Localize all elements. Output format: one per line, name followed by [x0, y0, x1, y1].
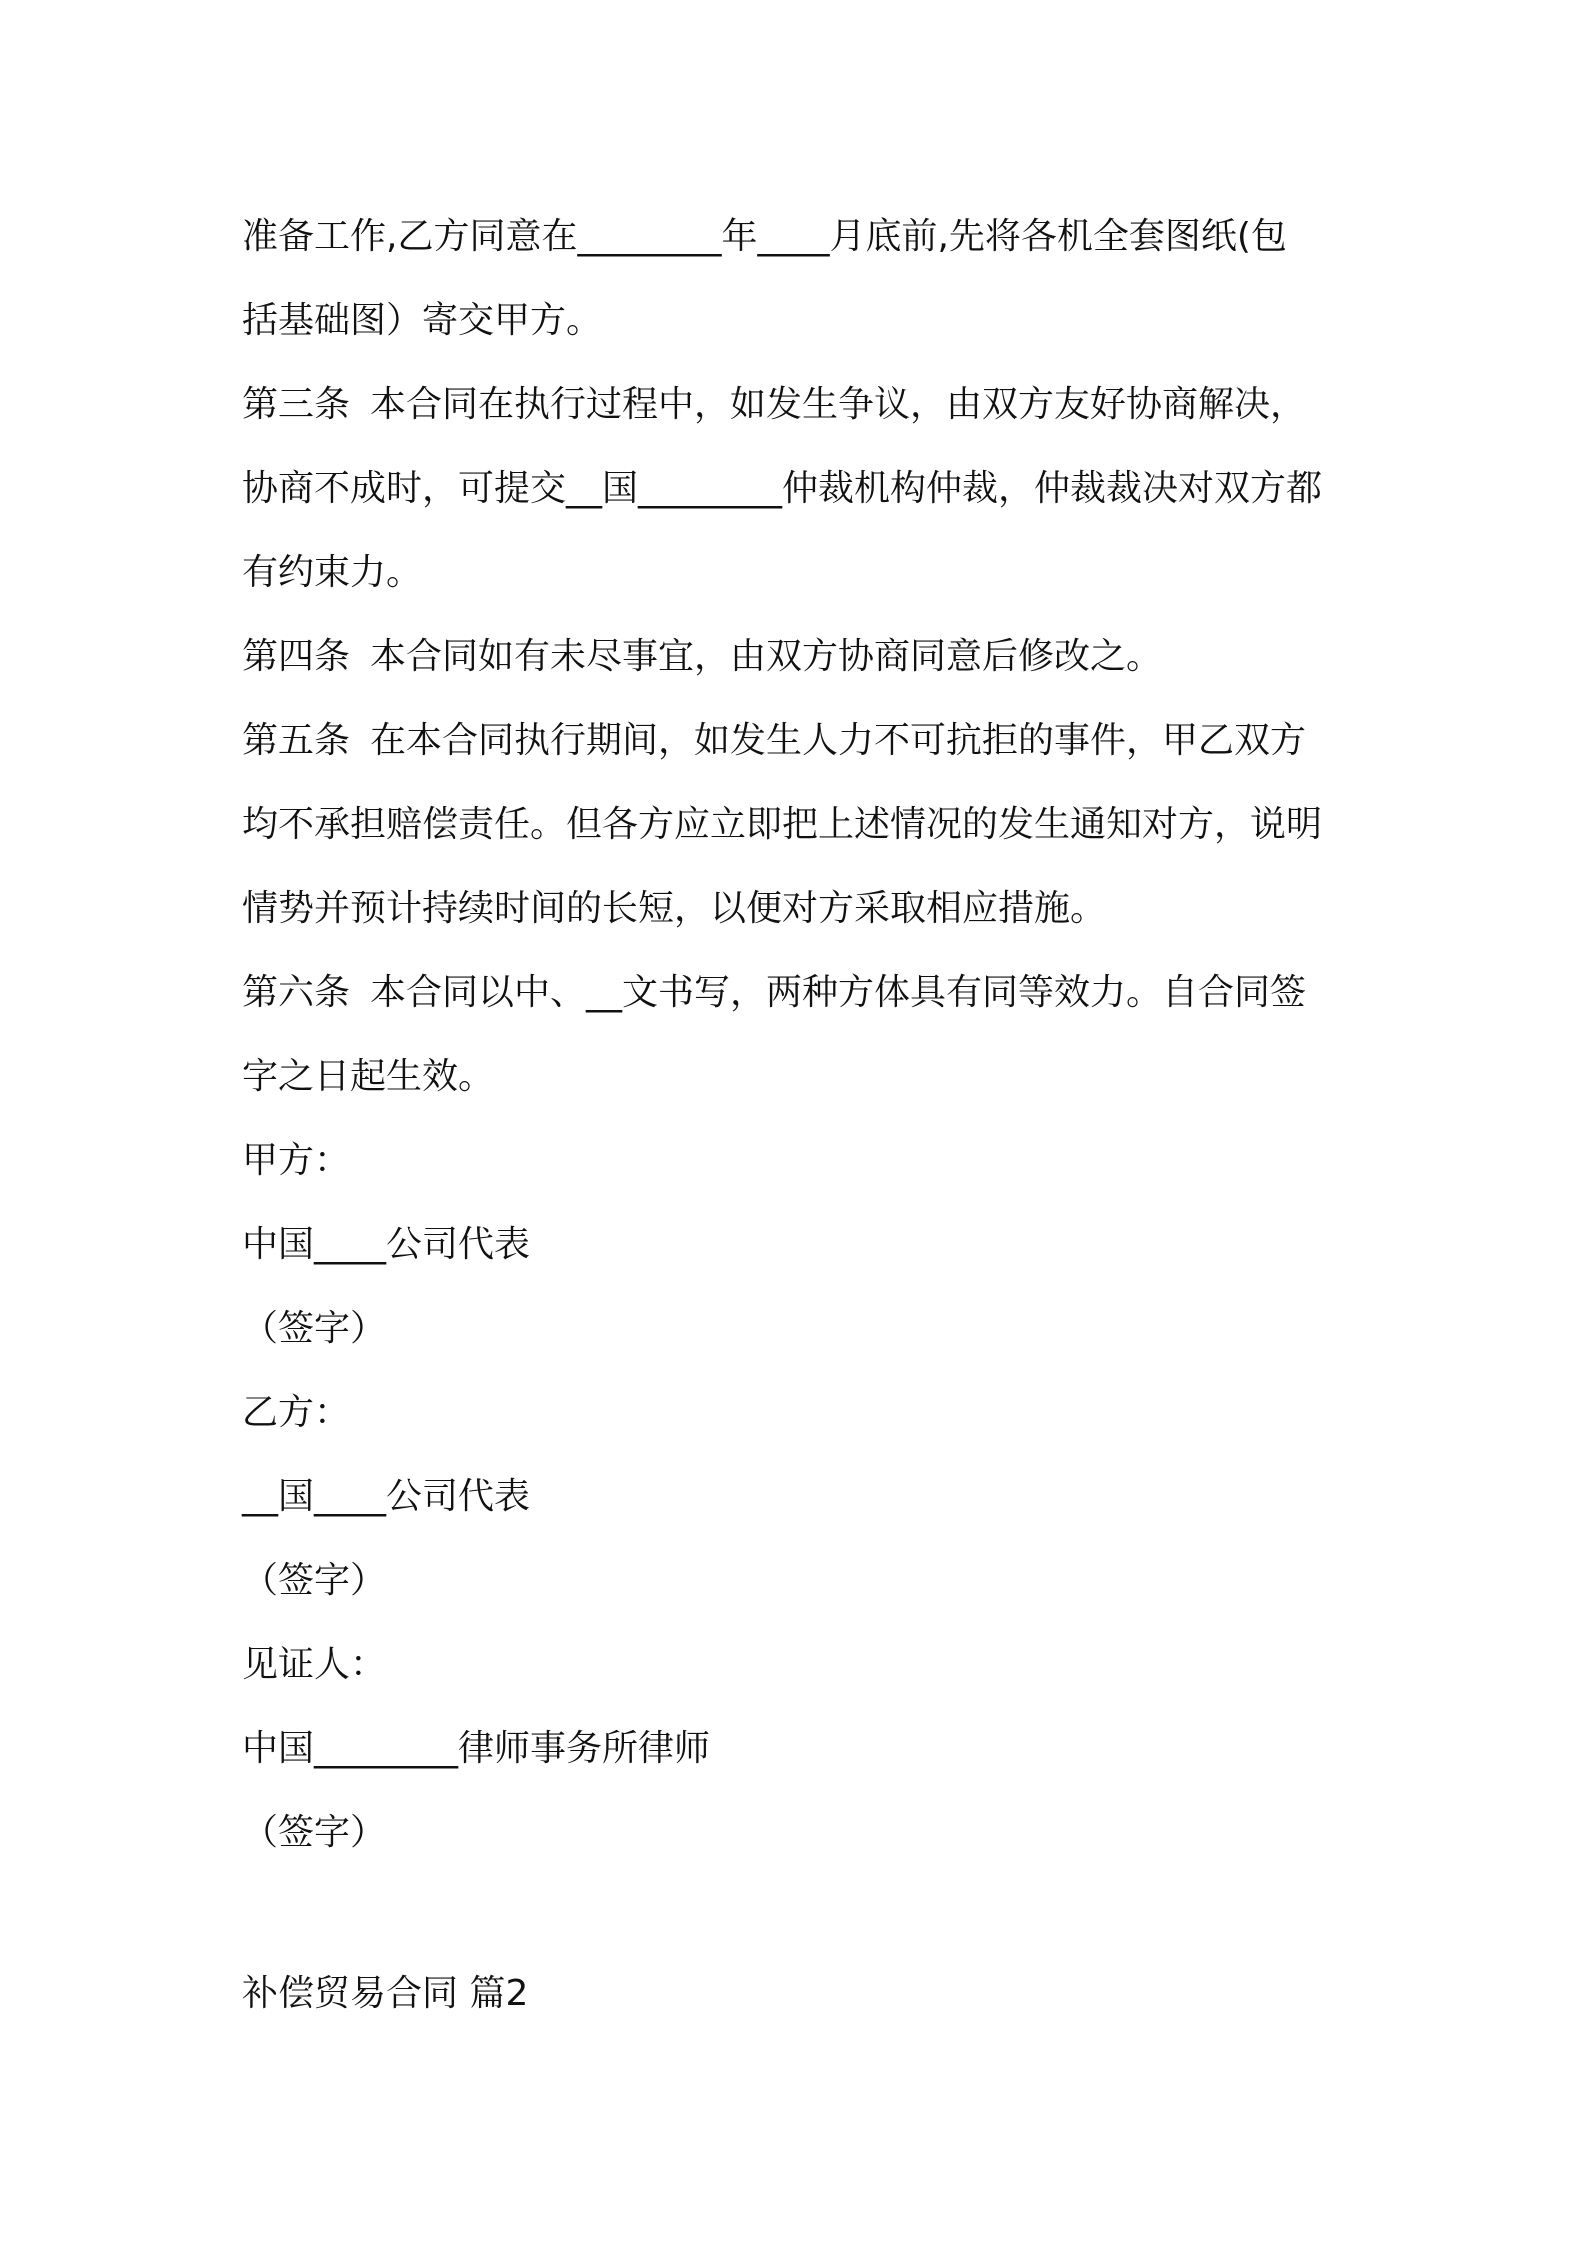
party-b-entity: __国____公司代表 [242, 1476, 531, 1517]
witness-role: 见证人： [242, 1644, 387, 1685]
paragraph-line: 括基础图）寄交甲方。 [242, 300, 603, 341]
party-a-entity: 中国____公司代表 [242, 1224, 531, 1265]
article-3-label: 第三条 [242, 384, 351, 425]
article-5-line-3: 情势并预计持续时间的长短，以便对方采取相应措施。 [242, 888, 1107, 929]
article-3-line-2: 协商不成时，可提交__国________仲裁机构仲裁，仲裁裁决对双方都 [242, 468, 1323, 509]
article-3-line-1 [242, 363, 1362, 447]
party-b-role: 乙方： [242, 1392, 351, 1433]
party-b-sign: （签字） [242, 1560, 387, 1601]
paragraph-line: 准备工作,乙方同意在________年____月底前,先将各机全套图纸(包 [242, 216, 1287, 257]
witness-sign: （签字） [242, 1812, 387, 1853]
witness-entity: 中国________律师事务所律师 [242, 1728, 711, 1769]
article-4-text: 本合同如有未尽事宜，由双方协商同意后修改之。 [370, 636, 1163, 677]
article-3-line-3: 有约束力。 [242, 552, 423, 593]
article-5-line-2: 均不承担赔偿责任。但各方应立即把上述情况的发生通知对方，说明 [242, 804, 1323, 845]
article-4-label: 第四条 [242, 636, 351, 677]
article-6-label: 第六条 [242, 972, 351, 1013]
article-5-label: 第五条 [242, 720, 351, 761]
party-a-sign: （签字） [242, 1308, 387, 1349]
next-contract-title: 补偿贸易合同 篇2 [242, 1973, 529, 2014]
article-3-text: 本合同在执行过程中，如发生争议，由双方友好协商解决， [370, 384, 1307, 425]
article-5-line-1 [242, 699, 1362, 783]
article-4-line-1 [242, 615, 1362, 699]
article-5-text: 在本合同执行期间，如发生人力不可抗拒的事件，甲乙双方 [370, 720, 1307, 761]
article-6-text: 本合同以中、__文书写，两种方体具有同等效力。自合同签 [370, 972, 1307, 1013]
article-6-line-2: 字之日起生效。 [242, 1056, 495, 1097]
party-a-role: 甲方： [242, 1140, 351, 1181]
article-6-line-1 [242, 951, 1362, 1035]
document-body [242, 195, 1362, 1875]
